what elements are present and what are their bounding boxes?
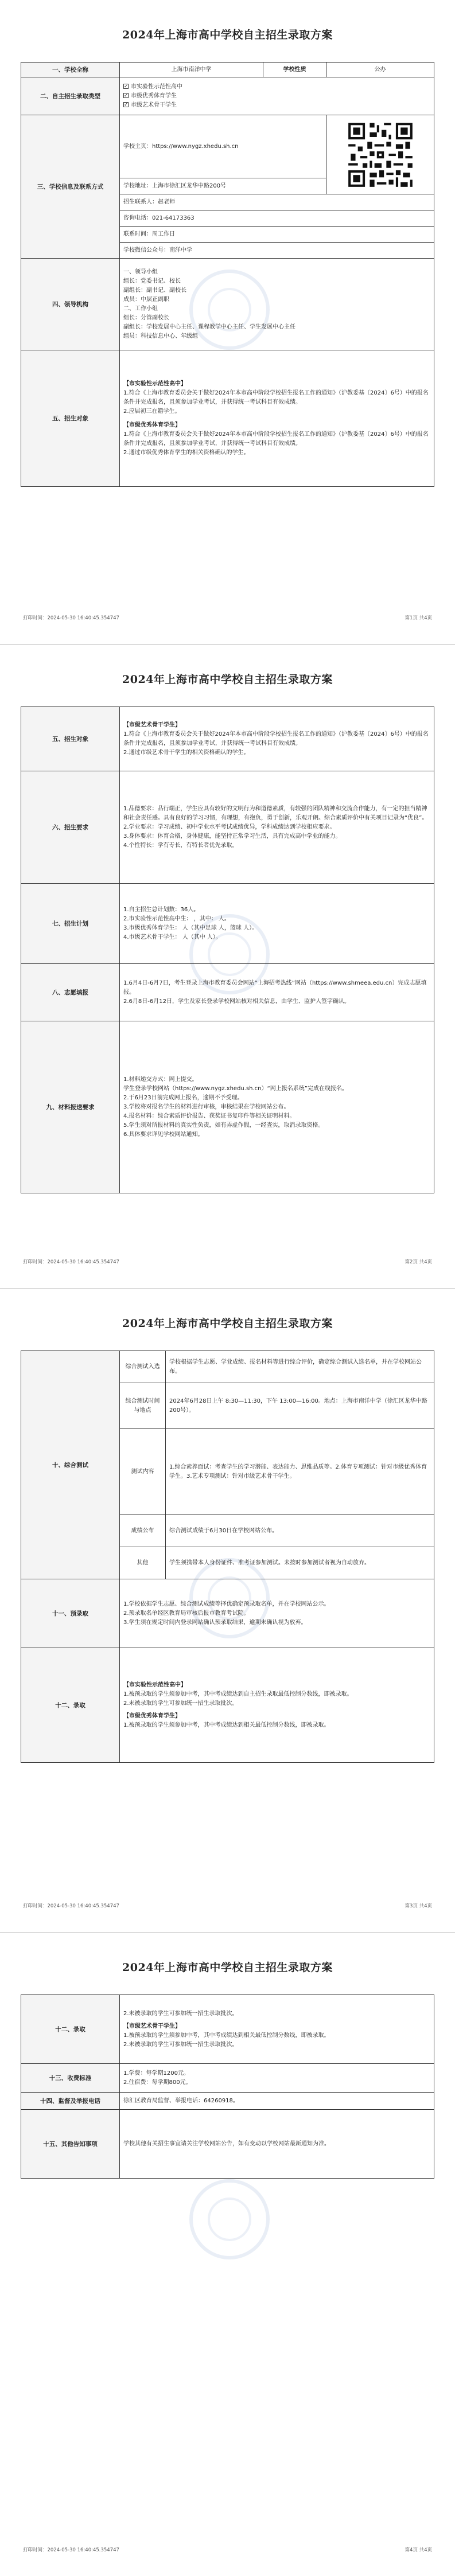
document-title: 2024年上海市高中学校自主招生录取方案 bbox=[122, 1317, 333, 1330]
fee-line: 2.住宿费：每学期800元。 bbox=[123, 2079, 192, 2086]
target-line: 1.符合《上海市教育委员会关于做好2024年本市高中阶段学校招生报名工作的通知》（沪教委基〔2024〕6号）中的报名条件并完成报名，且须参加学业考试，并获得统一考试科目有效成绩。 bbox=[123, 731, 429, 747]
pre-label: 十一、预录取 bbox=[21, 1579, 120, 1648]
fee-content bbox=[120, 2064, 434, 2093]
print-time: 打印时间：2024-05-30 16:40:45.354747 bbox=[23, 1259, 119, 1265]
notice-line: 1.6月4日-6月7日，考生登录上海市教育委员会网站“上海招考热线”网站（https://www.shmeea.edu.cn）完成志愿填报。 bbox=[123, 979, 427, 996]
req-line: 1.品德要求：品行端正，学生应具有较好的文明行为和道德素质，有较强的团队精神和交流合作能力，有一定的担当精神和社会责任感。具有良好的学习习惯，有理想，有抱负，勇于创新，乐观开朗。综合素质评价中有关项目记录为“优良”。 bbox=[123, 805, 428, 821]
plan-content bbox=[120, 884, 434, 964]
target-line: 1.符合《上海市教育委员会关于做好2024年本市高中阶段学校招生报名工作的通知》（沪教委基〔2024〕6号）中的报名条件并完成报名，且须参加学业考试，并获得统一考试科目有效成绩。 bbox=[123, 389, 429, 405]
address: 学校地址：上海市徐汇区龙华中路200号 bbox=[120, 178, 326, 194]
target-section-header: 【市实验性示范性高中】 bbox=[123, 380, 186, 387]
test-row-value: 2024年6月28日上午 8:30—11:30，下午 13:00—16:00。地点：上海市南洋中学（徐汇区龙华中路200号）。 bbox=[166, 1383, 434, 1429]
test-row-key: 成绩公布 bbox=[120, 1515, 166, 1547]
print-time: 打印时间：2024-05-30 16:40:45.354747 bbox=[23, 1903, 119, 1909]
adm-line: 【市级优秀体育学生】 bbox=[123, 1712, 181, 1719]
target-content bbox=[120, 707, 434, 771]
page-footer bbox=[0, 614, 455, 621]
plan-line: 2.市实验性示范性高中生： ，其中： 人。 bbox=[123, 915, 230, 922]
type-options bbox=[120, 77, 434, 115]
page-number: 第3页 共4页 bbox=[405, 1903, 432, 1909]
org-line: 组长：分管副校长 bbox=[123, 314, 169, 321]
website: 学校主页：https://www.nygz.xhedu.sh.cn bbox=[120, 115, 326, 178]
req-line: 3.身体要求：体育合格，身体健康，能坚持正常学习生活，具有完成高中学业的能力。 bbox=[123, 833, 341, 840]
checkbox-icon bbox=[123, 84, 129, 89]
target-line: 2.通过市级艺术骨干学生的相关资格确认的学生。 bbox=[123, 749, 250, 756]
info-table-3 bbox=[21, 1351, 434, 1763]
adm-line: 1.被预录取的学生须参加中考，其中考成绩达到自主招生录取最低控制分数线，即被录取。 bbox=[123, 1691, 353, 1697]
org-label: 四、领导机构 bbox=[21, 259, 120, 350]
target-section-header: 【市级艺术骨干学生】 bbox=[123, 721, 181, 728]
material-label: 九、材料报送要求 bbox=[21, 1021, 120, 1193]
target-label: 五、招生对象 bbox=[21, 707, 120, 771]
pre-line: 2.预录取名单经区教育局审核后报市教育考试院。 bbox=[123, 1610, 250, 1617]
adm-line: 2.未被录取的学生可参加统一招生录取批次。 bbox=[123, 2041, 238, 2048]
page-number: 第2页 共4页 bbox=[405, 1259, 432, 1265]
test-row-key: 综合测试入选 bbox=[120, 1351, 166, 1383]
type-label: 二、自主招生录取类型 bbox=[21, 77, 120, 115]
contact-label: 三、学校信息及联系方式 bbox=[21, 115, 120, 259]
test-row-value: 学生须携带本人身份证件、准考证参加测试。未按时参加测试者视为自动放弃。 bbox=[166, 1547, 434, 1579]
material-line: 1.材料递交方式：网上提交。 bbox=[123, 1076, 198, 1083]
material-line: 学生登录学校网站（https://www.nygz.xhedu.sh.cn）“网上报名系统”完成在线报名。 bbox=[123, 1085, 348, 1092]
test-row-key: 综合测试时间与地点 bbox=[120, 1383, 166, 1429]
page-footer bbox=[0, 1902, 455, 1909]
adm-content bbox=[120, 1648, 434, 1763]
adm-content bbox=[120, 1995, 434, 2064]
page-number: 第1页 共4页 bbox=[405, 615, 432, 621]
test-row-key: 测试内容 bbox=[120, 1429, 166, 1515]
complaint-value: 徐汇区教育局监督、举报电话：64260918。 bbox=[120, 2093, 434, 2110]
adm-line: 2.未被录取的学生可参加统一招生录取批次。 bbox=[123, 2010, 238, 2017]
qr-code-cell bbox=[326, 115, 434, 194]
print-time: 打印时间：2024-05-30 16:40:45.354747 bbox=[23, 615, 119, 621]
notice-content bbox=[120, 964, 434, 1021]
type-option[interactable]: ✓市实验性示范性高中 bbox=[123, 83, 430, 92]
target-line: 1.符合《上海市教育委员会关于做好2024年本市高中阶段学校招生报名工作的通知》（沪教委基〔2024〕6号）中的报名条件并完成报名，且须参加学业考试，并获得统一考试科目有效成绩。 bbox=[123, 431, 429, 447]
phone: 咨询电话：021-64173363 bbox=[120, 210, 434, 227]
target-line: 2.通过市级优秀体育学生的相关资格确认的学生。 bbox=[123, 449, 250, 456]
pre-content bbox=[120, 1579, 434, 1648]
other-contact: 学校微信公众号：南洋中学 bbox=[120, 243, 434, 259]
material-content bbox=[120, 1021, 434, 1193]
type-option[interactable]: ✓市级优秀体育学生 bbox=[123, 92, 430, 101]
adm-line: 1.被预录取的学生须参加中考，其中考成绩达到相关最低控制分数线，即被录取。 bbox=[123, 2032, 330, 2039]
org-content bbox=[120, 259, 434, 350]
watermark-icon bbox=[189, 2179, 270, 2259]
req-content bbox=[120, 771, 434, 884]
adm-line: 1.被预录取的学生须参加中考，其中考成绩达到相关最低控制分数线，即被录取。 bbox=[123, 1722, 330, 1728]
page-number: 第4页 共4页 bbox=[405, 2547, 432, 2553]
test-row-key: 其他 bbox=[120, 1547, 166, 1579]
org-line: 一、领导小组 bbox=[123, 268, 158, 275]
qr-code-icon bbox=[346, 120, 415, 189]
material-line: 3.学校将对报名学生的材料进行审核，审核结果在学校网站公布。 bbox=[123, 1103, 290, 1110]
target-line: 2.应届初三在籍学生。 bbox=[123, 408, 181, 415]
notice-line: 2.6月8日-6月12日，学生及家长登录学校网站核对相关信息，由学生、监护人签字确认。 bbox=[123, 998, 350, 1005]
adm-line: 【市实验性示范性高中】 bbox=[123, 1681, 186, 1688]
notice-label: 八、志愿填报 bbox=[21, 964, 120, 1021]
adm-line: 【市级艺术骨干学生】 bbox=[123, 2023, 181, 2029]
org-line: 成员：中层正副职 bbox=[123, 296, 169, 303]
document-title: 2024年上海市高中学校自主招生录取方案 bbox=[122, 1961, 333, 1974]
contact-person: 招生联系人：赵老师 bbox=[120, 194, 434, 210]
test-row-value: 1.综合素养面试：考查学生的学习潜能、表达能力、思维品质等。2.体育专项测试：针对市级优秀体育学生。3.艺术专项测试：针对市级艺术骨干学生。 bbox=[166, 1429, 434, 1515]
plan-line: 1.自主招生总计划数：36人。 bbox=[123, 906, 200, 913]
req-line: 2.学业要求：学习成绩、初中学业水平考试成绩优异，学科成绩达到学校相应要求。 bbox=[123, 823, 336, 830]
org-line: 组长：党委书记、校长 bbox=[123, 278, 181, 284]
material-line: 4.报名材料：综合素质评价报告、获奖证书复印件等相关证明材料。 bbox=[123, 1113, 295, 1119]
document-title: 2024年上海市高中学校自主招生录取方案 bbox=[122, 673, 333, 686]
adm-label: 十二、录取 bbox=[21, 1995, 120, 2064]
nature-label: 学校性质 bbox=[263, 63, 326, 77]
fee-label: 十三、收费标准 bbox=[21, 2064, 120, 2093]
org-line: 副组长：学校发展中心主任、课程教学中心主任、学生发展中心主任 bbox=[123, 323, 295, 330]
test-label: 十、综合测试 bbox=[21, 1351, 120, 1579]
target-label: 五、招生对象 bbox=[21, 350, 120, 487]
other-value: 学校其他有关招生事宜请关注学校网站公告，如有变动以学校网站最新通知为准。 bbox=[120, 2110, 434, 2179]
info-table-1 bbox=[21, 62, 434, 487]
material-line: 5.学生须对所报材料的真实性负责，如有弄虚作假，一经查实，取消录取资格。 bbox=[123, 1122, 324, 1129]
nature-value: 公办 bbox=[326, 63, 434, 77]
school-label: 一、学校全称 bbox=[21, 63, 120, 77]
school-name: 上海市南洋中学 bbox=[120, 63, 263, 77]
org-line: 副组长：副书记、副校长 bbox=[123, 287, 186, 294]
pre-line: 1.学校依据学生志愿、综合测试成绩等择优确定预录取名单，并在学校网站公示。 bbox=[123, 1601, 330, 1607]
pre-line: 3.学生须在规定时间内登录网站确认预录取结果，逾期未确认视为放弃。 bbox=[123, 1619, 307, 1626]
page-4 bbox=[0, 1932, 455, 2576]
test-row-value: 综合测试成绩于6月30日在学校网站公布。 bbox=[166, 1515, 434, 1547]
document-title: 2024年上海市高中学校自主招生录取方案 bbox=[122, 29, 333, 41]
plan-label: 七、招生计划 bbox=[21, 884, 120, 964]
plan-line: 4.市级艺术骨干学生： 人（其中 人）。 bbox=[123, 934, 221, 940]
test-row-value: 学校根据学生志愿、学业成绩、报名材料等进行综合评价，确定综合测试入选名单，并在学校网站公布。 bbox=[166, 1351, 434, 1383]
req-line: 4.个性特长：学有专长，有特长者优先录取。 bbox=[123, 842, 238, 849]
info-table-4 bbox=[21, 1995, 434, 2179]
page-footer bbox=[0, 1258, 455, 1265]
req-label: 六、招生要求 bbox=[21, 771, 120, 884]
page-2 bbox=[0, 644, 455, 1288]
org-line: 组员：科技信息中心、年级组 bbox=[123, 333, 198, 339]
page-3 bbox=[0, 1288, 455, 1932]
page-footer bbox=[0, 2546, 455, 2553]
page-1 bbox=[0, 0, 455, 644]
adm-line: 2.未被录取的学生可参加统一招生录取批次。 bbox=[123, 1700, 238, 1707]
adm-label: 十二、录取 bbox=[21, 1648, 120, 1763]
plan-line: 3.市级优秀体育学生： 人（其中足球 人，篮球 人）。 bbox=[123, 924, 258, 931]
type-option[interactable]: ✓市级艺术骨干学生 bbox=[123, 101, 430, 110]
contact-time: 联系时间：周工作日 bbox=[120, 227, 434, 243]
info-table-2 bbox=[21, 707, 434, 1193]
target-content bbox=[120, 350, 434, 487]
checkbox-icon bbox=[123, 93, 129, 98]
other-label: 十五、其他告知事项 bbox=[21, 2110, 120, 2179]
material-line: 2.于6月23日前完成网上报名，逾期不予受理。 bbox=[123, 1094, 243, 1101]
fee-line: 1.学费：每学期1200元。 bbox=[123, 2070, 189, 2077]
print-time: 打印时间：2024-05-30 16:40:45.354747 bbox=[23, 2547, 119, 2553]
complaint-label: 十四、监督及举报电话 bbox=[21, 2093, 120, 2110]
material-line: 6.具体要求详见学校网站通知。 bbox=[123, 1131, 204, 1138]
target-section-header: 【市级优秀体育学生】 bbox=[123, 421, 181, 428]
checkbox-icon bbox=[123, 102, 129, 107]
org-line: 二、工作小组 bbox=[123, 305, 158, 312]
